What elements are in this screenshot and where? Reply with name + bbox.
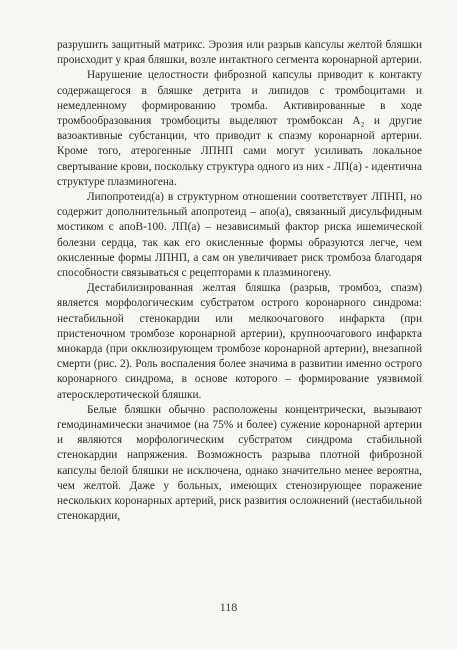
paragraph-1: разрушить защитный матрикс. Эрозия или разрыв капсулы желтой бляшки происходит у края бляшки, возле интактного сегмента коронарной артерии. <box>57 39 422 67</box>
paragraph-2: Нарушение целостности фиброзной капсулы приводит к контакту содержащегося в бляшке детрита и липидов с тромбоцитами и немедленному формированию тромба. Активированные в ходе тромбообразования тромбоциты выделяют тромбоксан A₂ и другие вазоактивные субстанции, что приводит к спазму коронарной артерии. Кроме того, атерогенные ЛПНП сами могут усиливать локальное свертывание крови, поскольку структура одного из них - ЛП(а) - идентична структуре плазминогена. <box>57 69 422 188</box>
paragraph-4: Дестабилизированная желтая бляшка (разрыв, тромбоз, спазм) является морфологическим субстратом острого коронарного синдрома: нестабильной стенокардии или мелкоочагового инфаркта (при пристеночном тромбозе коронарной артерии), крупноочагового инфаркта миокарда (при окклюзирующем тромбозе коронарной артерии), внезапной смерти (рис. 2). Роль воспаления более значима в развитии именно острого коронарного синдрома, в основе которого – формирование уязвимой атеросклеротической бляшки. <box>57 282 422 401</box>
page-number: 118 <box>219 600 238 614</box>
body-text <box>57 38 422 525</box>
paragraph-3: Липопротеид(а) в структурном отношении соответствует ЛПНП, но содержит дополнительный апопротеид – апо(а), связанный дисульфидным мостиком с апоВ-100. ЛП(а) – независимый фактор риска ишемической болезни сердца, так как его окисленные формы образуются легче, чем окисленные формы ЛПНП, а сам он увеличивает риск тромбоза благодаря способности связываться с рецепторами к плазминогену. <box>57 191 422 280</box>
paragraph-5: Белые бляшки обычно расположены концентрически, вызывают гемодинамически значимое (на 75% и более) сужение коронарной артерии и являются морфологическим субстратом синдрома стабильной стенокардии напряжения. Возможность разрыва плотной фиброзной капсулы белой бляшки не исключена, однако значительно менее вероятна, чем желтой. Даже у больных, имеющих стенозирующее поражение нескольких коронарных артерий, риск развития осложнений (нестабильной стенокардии, <box>57 403 422 523</box>
